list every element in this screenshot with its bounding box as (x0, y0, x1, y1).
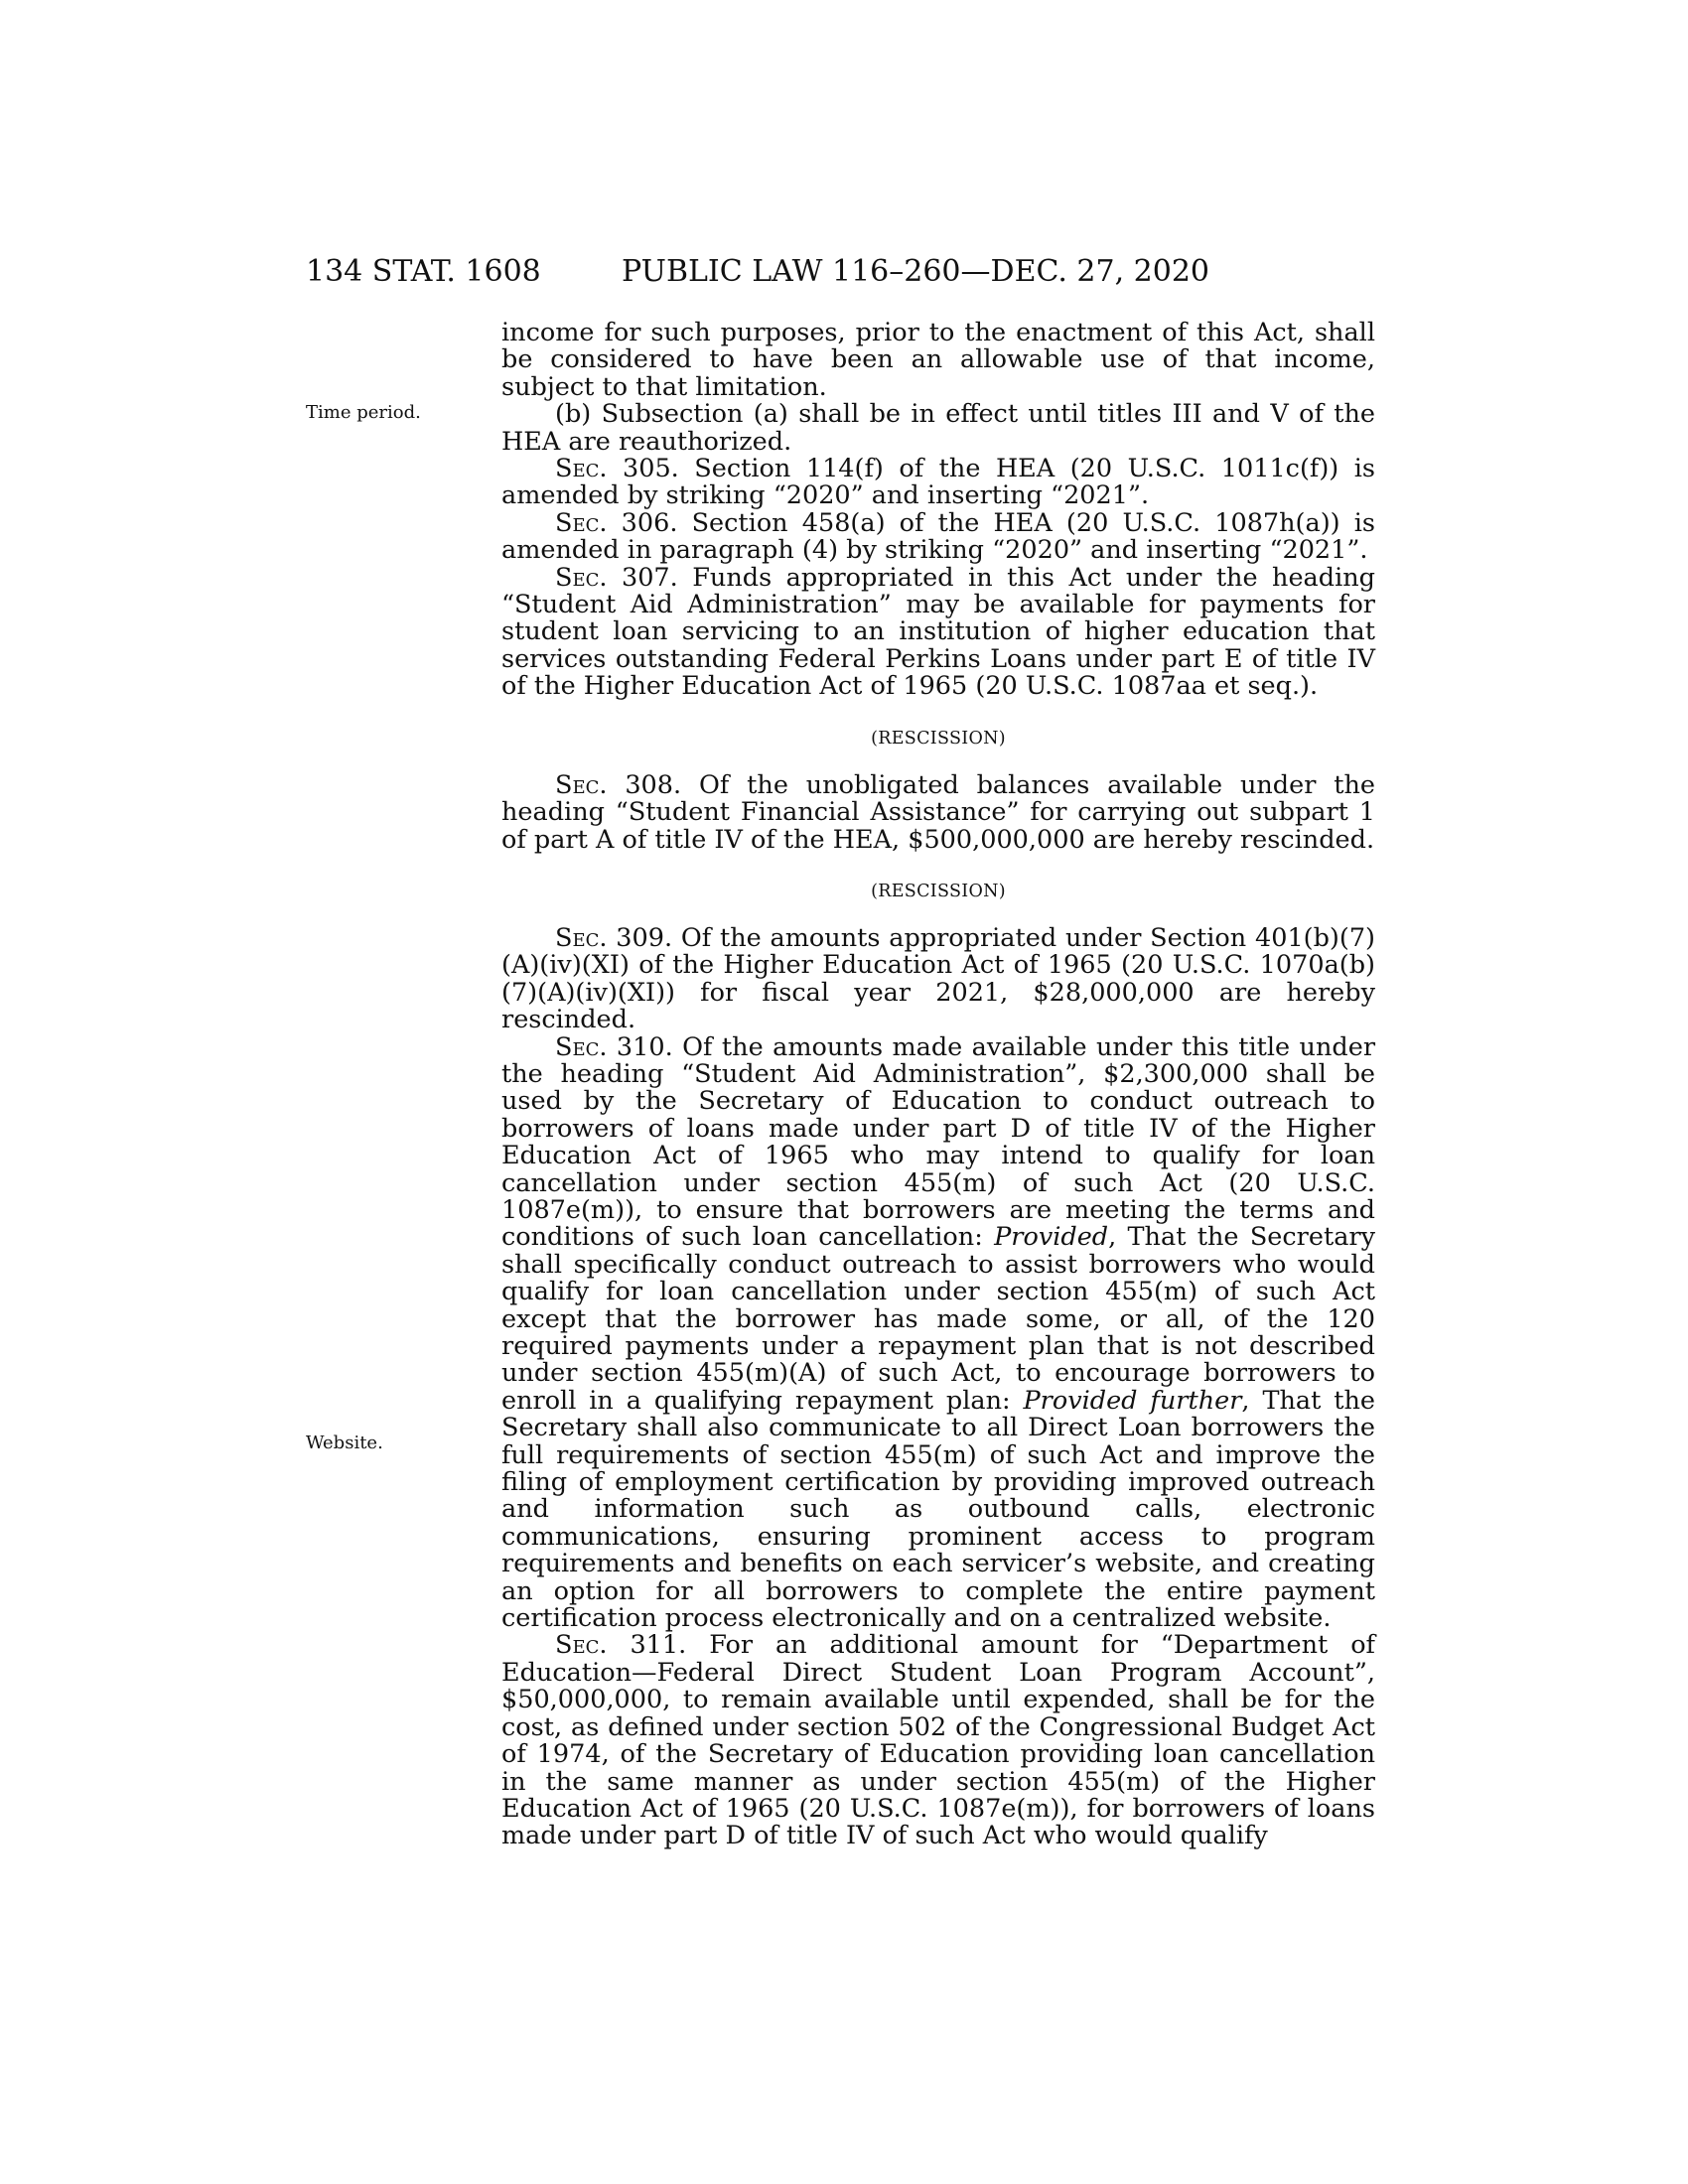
sec-label: Sec. (555, 454, 608, 484)
section-number: 305. (607, 454, 679, 484)
section-311-paragraph (501, 1632, 1375, 1849)
section-number: 307. (607, 562, 678, 593)
sec-label: Sec. (555, 922, 608, 953)
section-text: Funds appropriated in this Act under the heading “Student Aid Administration” may be available for payments for student loan servicing to an institution of higher education that services outstanding Federal Perkins Loans under part E of title IV of the Higher Education Act of 1965 (20 U.S.C. 1087aa et seq.). (501, 562, 1375, 702)
sec-label: Sec. (555, 769, 608, 800)
stat-page-reference: 134 STAT. 1608 (306, 254, 541, 289)
sec-label: Sec. (555, 507, 608, 538)
margin-note-time-period: Time period. (306, 402, 421, 423)
rescission-heading: (RESCISSION) (871, 728, 1006, 749)
section-text: Section 114(f) of the HEA (20 U.S.C. 1011c(f)) is amended by striking “2020” and inserting “2021”. (501, 454, 1375, 511)
section-307-paragraph (501, 562, 1375, 702)
rescission-heading: (RESCISSION) (871, 881, 1006, 901)
sec-label: Sec. (555, 562, 608, 593)
section-number: 311. (607, 1630, 687, 1661)
provided-further-term: Provided further (1023, 1385, 1242, 1416)
section-306-paragraph (501, 507, 1375, 566)
section-310-paragraph (501, 1031, 1376, 1634)
section-text: , That the Secretary shall specifically conduct outreach to assist borrowers who would qualify for loan cancellation under section 455(m) of such Act except that the borrower has made some, or all, of the 120 required payments under a repayment plan that is not described under section 455(m)(A) of such Act, to encourage borrowers to enroll in a qualifying repayment plan: (501, 1222, 1376, 1416)
section-number: 310. (607, 1031, 673, 1062)
section-text: Of the unobligated balances available under the heading “Student Financial Assistance” for carrying out subpart 1 of part A of title IV of the HEA, $500,000,000 are hereby rescinded. (501, 769, 1375, 855)
main-text-column (501, 320, 1375, 1850)
section-number: 308. (607, 769, 682, 800)
subsection-b-paragraph: (b) Subsection (a) shall be in effect until titles III and V of the HEA are reauthorized. (501, 399, 1375, 457)
continuation-paragraph: income for such purposes, prior to the enactment of this Act, shall be considered to have been an allowable use of that income, subject to that limitation. (501, 318, 1375, 402)
section-text: , That the Secretary shall also communicate to all Direct Loan borrowers the full requirements of section 455(m) of such Act and improve the filing of employment certification by providing improved outreach and information such as outbound calls, electronic communications, ensuring prominent access to program requirements and benefits on each servicer’s website, and creating an option for all borrowers to complete the entire payment certification process electronically and on a centralized website. (501, 1385, 1375, 1634)
section-number: 309. (607, 922, 673, 953)
sec-label: Sec. (555, 1031, 608, 1062)
section-number: 306. (607, 507, 678, 538)
sec-label: Sec. (555, 1630, 608, 1661)
running-header (0, 252, 1688, 292)
public-law-title: PUBLIC LAW 116–260—DEC. 27, 2020 (622, 254, 1210, 289)
section-text: Of the amounts appropriated under Section 401(b)(7)(A)(iv)(XI) of the Higher Education Act of 1965 (20 U.S.C. 1070a(b)(7)(A)(iv)(XI)) for fiscal year 2021, $28,000,000 are hereby rescinded. (501, 922, 1376, 1035)
section-305-paragraph (501, 456, 1375, 510)
section-308-paragraph (501, 769, 1375, 855)
section-text: Section 458(a) of the HEA (20 U.S.C. 1087h(a)) is amended in paragraph (4) by striking “2020” and inserting “2021”. (501, 507, 1375, 566)
margin-note-website: Website. (306, 1433, 383, 1453)
section-text: Of the amounts made available under this title under the heading “Student Aid Administration”, $2,300,000 shall be used by the Secretary of Education to conduct outreach to borrowers of loans made under part D of title IV of the Higher Education Act of 1965 who may intend to qualify for loan cancellation under section 455(m) of such Act (20 U.S.C. 1087e(m)), to ensure that borrowers are meeting the terms and conditions of such loan cancellation: (501, 1031, 1376, 1253)
section-text: For an additional amount for “Department of Education—Federal Direct Student Loan Program Account”, $50,000,000, to remain available until expended, shall be for the cost, as defined under section 502 of the Congressional Budget Act of 1974, of the Secretary of Education providing loan cancellation in the same manner as under section 455(m) of the Higher Education Act of 1965 (20 U.S.C. 1087e(m)), for borrowers of loans made under part D of title IV of such Act who would qualify (501, 1630, 1375, 1851)
provided-term: Provided (994, 1222, 1109, 1253)
section-309-paragraph (501, 922, 1376, 1035)
